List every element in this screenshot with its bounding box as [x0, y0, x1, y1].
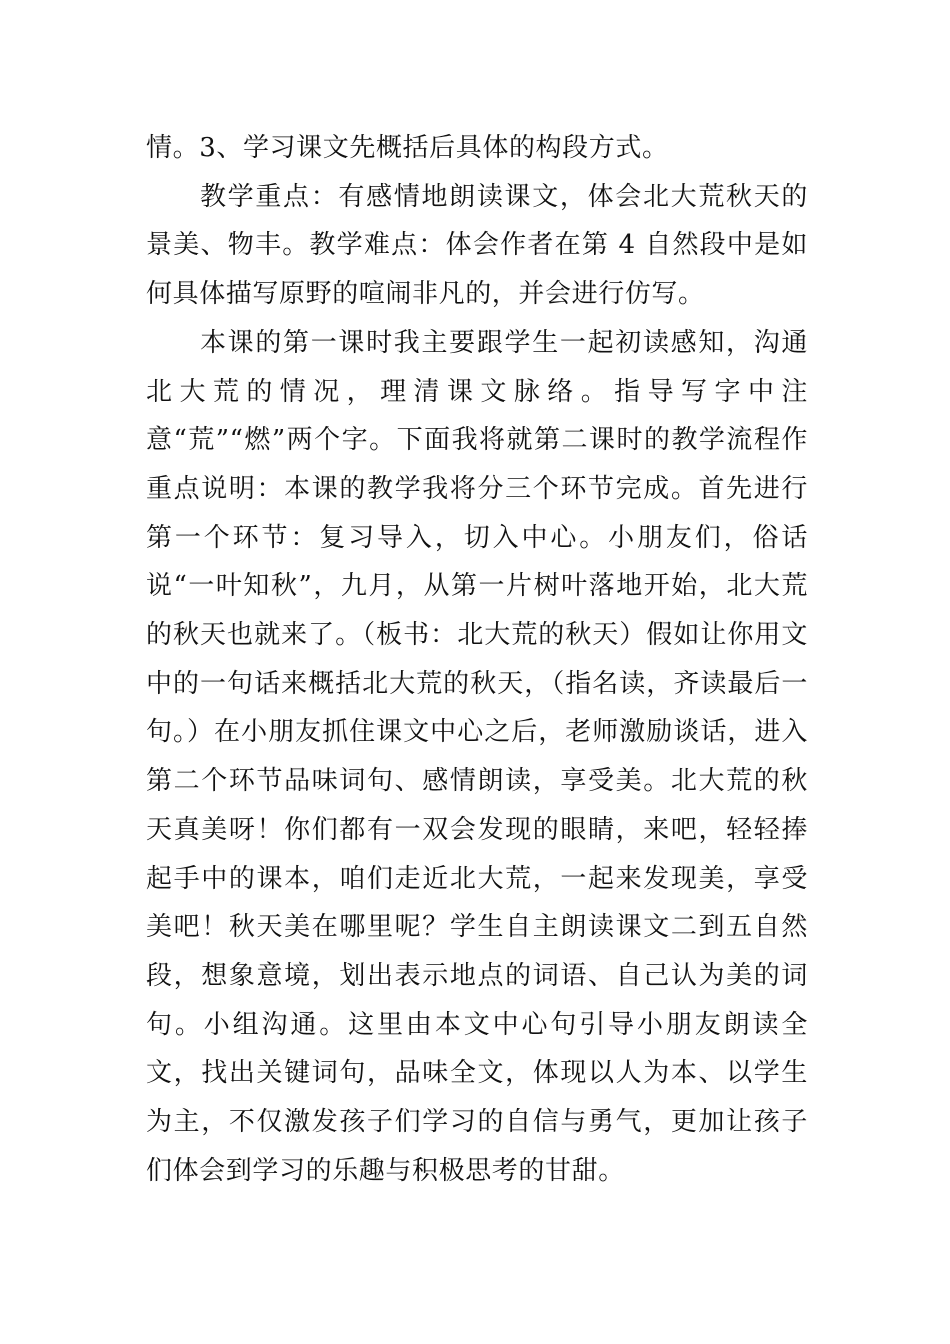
paragraph-teaching-focus: 教学重点：有感情地朗读课文，体会北大荒秋天的景美、物丰。教学难点：体会作者在第 4 自然段中是如何具体描写原野的喧闹非凡的，并会进行仿写。	[146, 181, 808, 310]
paragraph-lesson-process: 本课的第一课时我主要跟学生一起初读感知，沟通北大荒的情况，理清课文脉络。指导写字中注意“荒”“燃”两个字。下面我将就第二课时的教学流程作重点说明：本课的教学我将分三个环节完成。首先进行第一个环节：复习导入，切入中心。小朋友们，俗话说“一叶知秋”，九月，从第一片树叶落地开始，北大荒的秋天也就来了。（板书：北大荒的秋天）假如让你用文中的一句话来概括北大荒的秋天，（指名读，齐读最后一句。）在小朋友抓住课文中心之后，老师激励谈话，进入第二个环节品味词句、感情朗读，享受美。北大荒的秋天真美呀！你们都有一双会发现的眼睛，来吧，轻轻捧起手中的课本，咱们走近北大荒，一起来发现美，享受美吧！秋天美在哪里呢？学生自主朗读课文二到五自然段，想象意境，划出表示地点的词语、自己认为美的词句。小组沟通。这里由本文中心句引导小朋友朗读全文，找出关键词句，品味全文，体现以人为本、以学生为主，不仅激发孩子们学习的自信与勇气，更加让孩子们体会到学习的乐趣与积极思考的甘甜。	[146, 327, 808, 1186]
paragraph-continuation: 情。3、学习课文先概括后具体的构段方式。	[146, 133, 669, 163]
document-body	[146, 124, 808, 1195]
